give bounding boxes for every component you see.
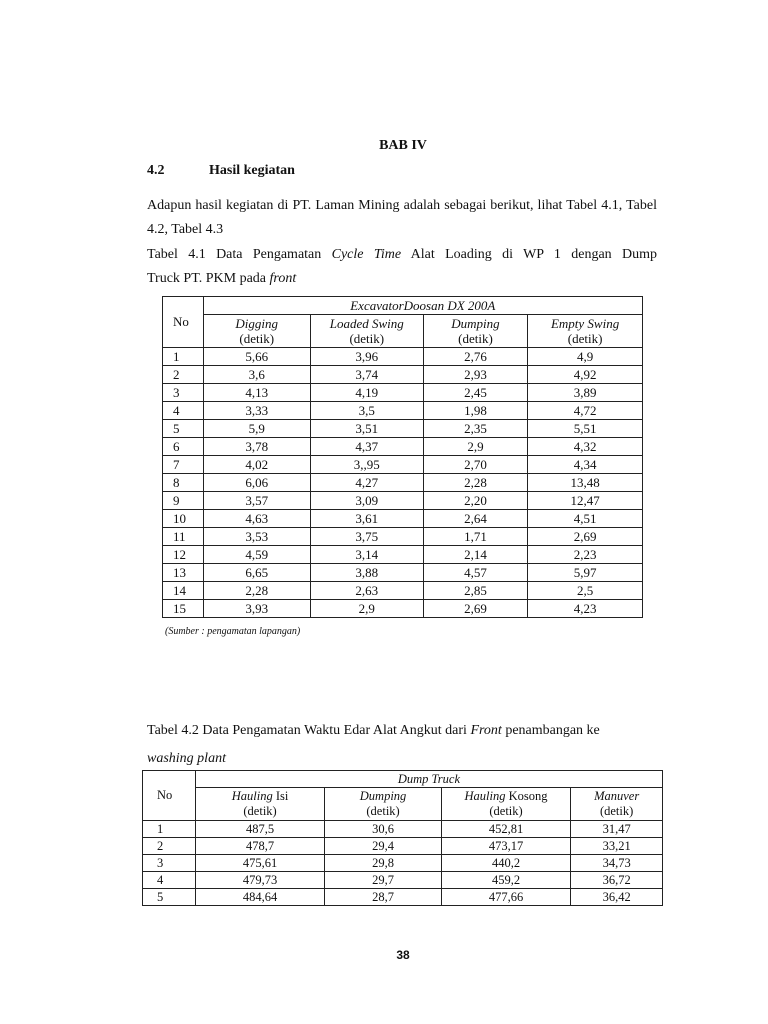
table-cell: 4,34 [528, 456, 643, 474]
column-header [441, 788, 570, 821]
column-name: Hauling [231, 789, 273, 803]
column-header [310, 315, 423, 348]
table-cell: 4,57 [423, 564, 527, 582]
table1-column-headers [163, 315, 643, 348]
column-name: Digging [235, 316, 279, 331]
row-number-cell: 1 [163, 348, 204, 366]
table-cell: 3,51 [310, 420, 423, 438]
table-cell: 478,7 [195, 838, 324, 855]
table-cell: 4,63 [203, 510, 310, 528]
table2-caption-line2 [147, 745, 667, 773]
table-row [163, 438, 643, 456]
table-cell: 3,5 [310, 402, 423, 420]
table-cell: 3,96 [310, 348, 423, 366]
row-number-cell: 2 [143, 838, 196, 855]
table-cell: 2,64 [423, 510, 527, 528]
row-number-cell: 4 [143, 872, 196, 889]
table-cell: 2,23 [528, 546, 643, 564]
table1-body [163, 348, 643, 618]
table-cell: 2,5 [528, 582, 643, 600]
table-cell: 29,4 [325, 838, 442, 855]
table-cell: 3,33 [203, 402, 310, 420]
table2-group-header [195, 771, 662, 788]
column-header [195, 788, 324, 821]
table-cell: 473,17 [441, 838, 570, 855]
table2-column-headers [143, 788, 663, 821]
row-number-cell: 6 [163, 438, 204, 456]
table-cell: 30,6 [325, 821, 442, 838]
table-cell: 3,09 [310, 492, 423, 510]
caption-italic: Front [470, 723, 502, 738]
caption-text: Alat Loading di WP 1 dengan Dump [401, 247, 658, 262]
table-cell: 2,85 [423, 582, 527, 600]
column-unit: (detik) [489, 804, 523, 818]
table-row [163, 600, 643, 618]
table-cell: 2,14 [423, 546, 527, 564]
row-number-cell: 14 [163, 582, 204, 600]
row-number-cell: 2 [163, 366, 204, 384]
table-row [143, 855, 663, 872]
table-cell: 3,6 [203, 366, 310, 384]
row-number-cell: 9 [163, 492, 204, 510]
table-row [163, 348, 643, 366]
column-unit: (detik) [567, 331, 603, 346]
table-cell: 4,72 [528, 402, 643, 420]
table-cell: 3,74 [310, 366, 423, 384]
table-row [143, 821, 663, 838]
table-row [163, 474, 643, 492]
table-cell: 36,72 [571, 872, 663, 889]
column-name: Manuver [594, 789, 640, 803]
table-cell: 6,06 [203, 474, 310, 492]
table-cell: 2,28 [423, 474, 527, 492]
table-cell: 4,02 [203, 456, 310, 474]
row-number-cell: 15 [163, 600, 204, 618]
table1-no-header: No [163, 297, 204, 348]
table-cell: 2,45 [423, 384, 527, 402]
table-cell: 3,78 [203, 438, 310, 456]
table-cell: 4,27 [310, 474, 423, 492]
table-cell: 4,19 [310, 384, 423, 402]
table-cell: 4,32 [528, 438, 643, 456]
table-cell: 484,64 [195, 889, 324, 906]
table2-caption [147, 717, 667, 773]
table-cell: 2,76 [423, 348, 527, 366]
table-cell: 2,69 [528, 528, 643, 546]
column-name: Dumping [359, 789, 407, 803]
table-cell: 2,20 [423, 492, 527, 510]
table-cell: 12,47 [528, 492, 643, 510]
table-cell: 6,65 [203, 564, 310, 582]
section-number: 4.2 [147, 163, 165, 178]
caption-text: Tabel 4.2 Data Pengamatan Waktu Edar Alat Angkut dari [147, 723, 471, 738]
table-row [163, 384, 643, 402]
table-cell: 459,2 [441, 872, 570, 889]
table-cell: 4,37 [310, 438, 423, 456]
row-number-cell: 4 [163, 402, 204, 420]
column-unit: (detik) [458, 331, 493, 346]
table-cell: 4,51 [528, 510, 643, 528]
column-name-rest: Isi [272, 789, 289, 803]
table-cell: 29,7 [325, 872, 442, 889]
table-row [163, 528, 643, 546]
table-cell: 2,93 [423, 366, 527, 384]
caption-text: Tabel 4.1 Data Pengamatan [147, 247, 332, 262]
table1-caption-line1 [147, 243, 657, 267]
table-cell: 28,7 [325, 889, 442, 906]
table-cell: 3,,95 [310, 456, 423, 474]
caption-text: Truck PT. PKM pada [147, 271, 270, 286]
caption-italic: washing plant [147, 751, 226, 766]
table-cell: 3,89 [528, 384, 643, 402]
row-number-cell: 11 [163, 528, 204, 546]
table-row [163, 492, 643, 510]
table-row [143, 838, 663, 855]
table-cell: 29,8 [325, 855, 442, 872]
table-cell: 5,51 [528, 420, 643, 438]
table-row [163, 366, 643, 384]
table-row [143, 889, 663, 906]
table-row [163, 420, 643, 438]
column-header [571, 788, 663, 821]
table-cell: 34,73 [571, 855, 663, 872]
column-name: Loaded Swing [329, 316, 404, 331]
table-cell: 4,59 [203, 546, 310, 564]
table-cell: 475,61 [195, 855, 324, 872]
table-row [163, 564, 643, 582]
column-header [325, 788, 442, 821]
chapter-title: BAB IV [379, 138, 427, 153]
table-cell: 3,88 [310, 564, 423, 582]
table-cell: 487,5 [195, 821, 324, 838]
table-cell: 2,9 [423, 438, 527, 456]
column-name: Dumping [451, 316, 500, 331]
cycle-time-table [162, 296, 643, 618]
table-cell: 440,2 [441, 855, 570, 872]
table-cell: 3,61 [310, 510, 423, 528]
column-header [423, 315, 527, 348]
table1-equipment-header [203, 297, 642, 315]
table-cell: 13,48 [528, 474, 643, 492]
row-number-cell: 1 [143, 821, 196, 838]
column-unit: (detik) [349, 331, 385, 346]
row-number-cell: 13 [163, 564, 204, 582]
table1-source: (Sumber : pengamatan lapangan) [165, 626, 301, 637]
table-cell: 2,69 [423, 600, 527, 618]
column-unit: (detik) [239, 331, 275, 346]
section-title: Hasil kegiatan [209, 163, 295, 178]
table-cell: 477,66 [441, 889, 570, 906]
table-row [163, 456, 643, 474]
table-cell: 3,57 [203, 492, 310, 510]
section-heading [147, 163, 295, 179]
table-cell: 452,81 [441, 821, 570, 838]
table-cell: 479,73 [195, 872, 324, 889]
caption-text: penambangan ke [501, 723, 600, 738]
column-unit: (detik) [366, 804, 400, 818]
table-cell: 2,28 [203, 582, 310, 600]
column-header [203, 315, 310, 348]
table-cell: 3,53 [203, 528, 310, 546]
row-number-cell: 3 [163, 384, 204, 402]
table-cell: 2,70 [423, 456, 527, 474]
table-cell: 1,71 [423, 528, 527, 546]
table-cell: 1,98 [423, 402, 527, 420]
table-row [163, 402, 643, 420]
table1-caption-line2 [147, 267, 657, 291]
table-cell: 4,23 [528, 600, 643, 618]
table-cell: 4,9 [528, 348, 643, 366]
table-cell: 33,21 [571, 838, 663, 855]
table-cell: 31,47 [571, 821, 663, 838]
table-cell: 5,66 [203, 348, 310, 366]
table-cell: 5,97 [528, 564, 643, 582]
table-cell: 2,63 [310, 582, 423, 600]
dump-truck-table [142, 770, 663, 906]
caption-italic: front [269, 271, 297, 286]
table-cell: 3,93 [203, 600, 310, 618]
page-number: 38 [396, 948, 410, 962]
table-cell: 3,14 [310, 546, 423, 564]
table-cell: 3,75 [310, 528, 423, 546]
row-number-cell: 10 [163, 510, 204, 528]
row-number-cell: 7 [163, 456, 204, 474]
group-name: Dump Truck [397, 771, 460, 786]
column-header [528, 315, 643, 348]
table-row [163, 546, 643, 564]
table-row [163, 510, 643, 528]
table2-caption-line1 [147, 717, 667, 745]
column-unit: (detik) [243, 804, 277, 818]
table-cell: 2,9 [310, 600, 423, 618]
column-unit: (detik) [599, 804, 634, 818]
intro-paragraph: Adapun hasil kegiatan di PT. Laman Mining adalah sebagai berikut, lihat Tabel 4.1, Tabel 4.2, Tabel 4.3 [147, 198, 657, 237]
row-number-cell: 12 [163, 546, 204, 564]
column-name: Empty Swing [550, 316, 620, 331]
column-name: Hauling [464, 789, 506, 803]
table2-body [143, 821, 663, 906]
row-number-cell: 5 [163, 420, 204, 438]
table-row [163, 582, 643, 600]
table-cell: 4,13 [203, 384, 310, 402]
table2-no-header: No [143, 771, 196, 821]
table1-caption [147, 243, 657, 291]
column-name-rest: Kosong [505, 789, 548, 803]
table-cell: 4,92 [528, 366, 643, 384]
table-cell: 2,35 [423, 420, 527, 438]
table-cell: 5,9 [203, 420, 310, 438]
row-number-cell: 5 [143, 889, 196, 906]
row-number-cell: 8 [163, 474, 204, 492]
table-row [143, 872, 663, 889]
row-number-cell: 3 [143, 855, 196, 872]
table-cell: 36,42 [571, 889, 663, 906]
equipment-name: ExcavatorDoosan DX 200A [350, 297, 496, 313]
caption-italic: Cycle Time [331, 247, 402, 262]
